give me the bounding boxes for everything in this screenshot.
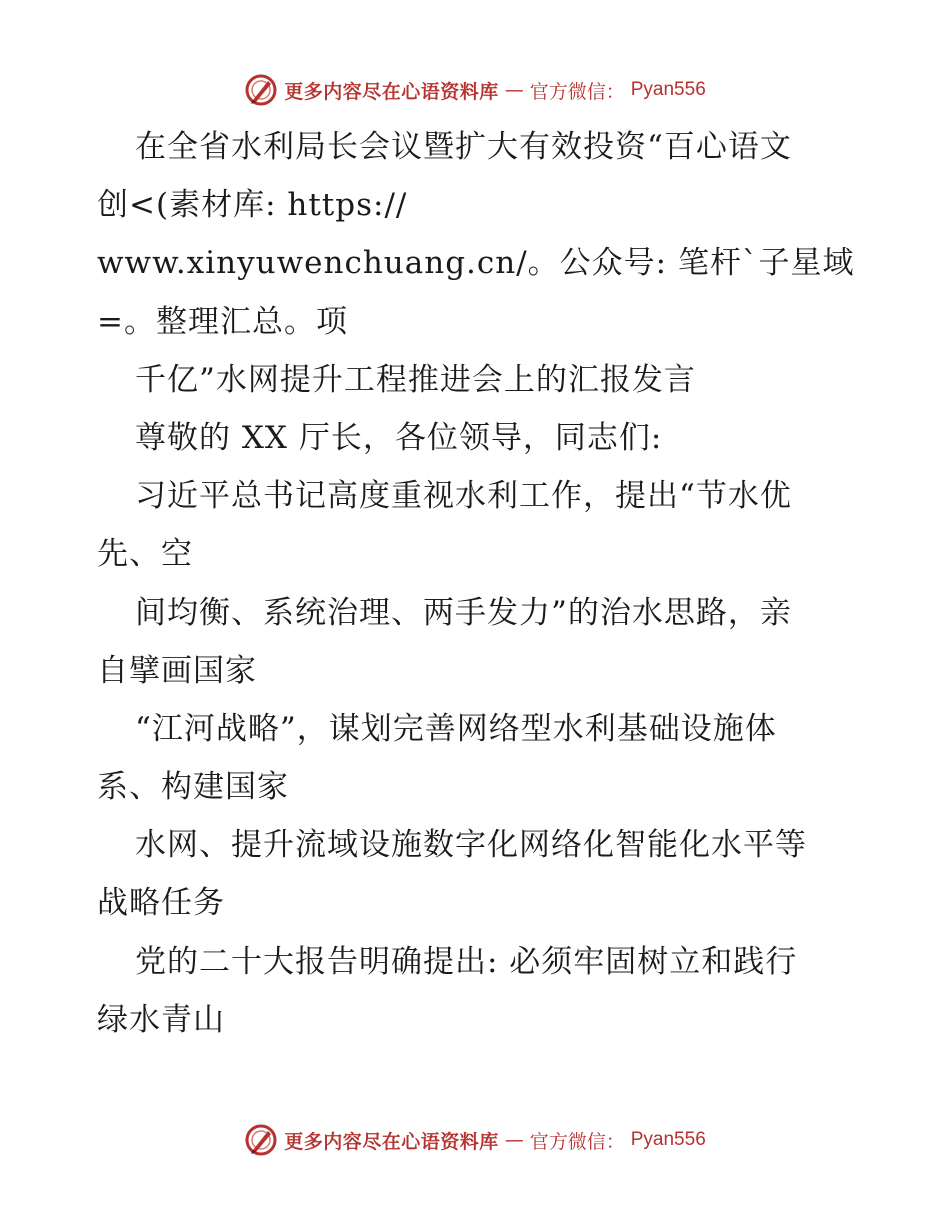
text-line: 尊敬的 XX 厅长，各位领导，同志们: <box>135 419 663 456</box>
footer-banner <box>0 1120 950 1160</box>
banner-text: 更多内容尽在心语资料库 <box>284 80 499 103</box>
text-line: 自擘画国家 <box>97 652 257 689</box>
banner-wechat-label: 官方微信： <box>529 80 625 103</box>
banner-wechat-id: Pyan556 <box>630 1129 706 1150</box>
text-line: 在全省水利局长会议暨扩大有效投资“百心语文 <box>135 129 792 165</box>
text-line: =。整理汇总。项 <box>97 303 348 340</box>
text-line: 绿水青山 <box>97 1001 225 1038</box>
banner-dash: — <box>504 79 524 101</box>
text-line: 战略任务 <box>97 885 225 922</box>
text-line: 间均衡、系统治理、两手发力”的治水思路，亲 <box>135 594 792 631</box>
text-line: 系、构建国家 <box>97 769 289 806</box>
footer-banner-content <box>244 1123 706 1157</box>
banner-wechat-label: 官方微信： <box>529 1130 625 1153</box>
text-line: 创<(素材库: https:// <box>97 187 408 224</box>
document-body <box>97 118 857 1049</box>
header-banner <box>0 70 950 110</box>
text-line: 千亿”水网提升工程推进会上的汇报发言 <box>135 361 696 398</box>
banner-dash: — <box>504 1129 524 1151</box>
text-line: 习近平总书记高度重视水利工作，提出“节水优 <box>135 478 792 515</box>
text-line: 党的二十大报告明确提出: 必须牢固树立和践行 <box>135 943 798 980</box>
header-banner-content <box>244 73 706 107</box>
text-line: www.xinyuwenchuang.cn/。公众号: 笔杆`子星域 <box>97 245 855 282</box>
text-line: 先、空 <box>97 536 193 573</box>
banner-wechat-id: Pyan556 <box>630 79 706 100</box>
text-line: “江河战略”，谋划完善网络型水利基础设施体 <box>135 710 777 747</box>
banner-text: 更多内容尽在心语资料库 <box>284 1130 499 1153</box>
text-line: 水网、提升流域设施数字化网络化智能化水平等 <box>135 827 807 864</box>
pen-circle-logo-icon <box>244 1123 278 1157</box>
pen-circle-logo-icon <box>244 73 278 107</box>
